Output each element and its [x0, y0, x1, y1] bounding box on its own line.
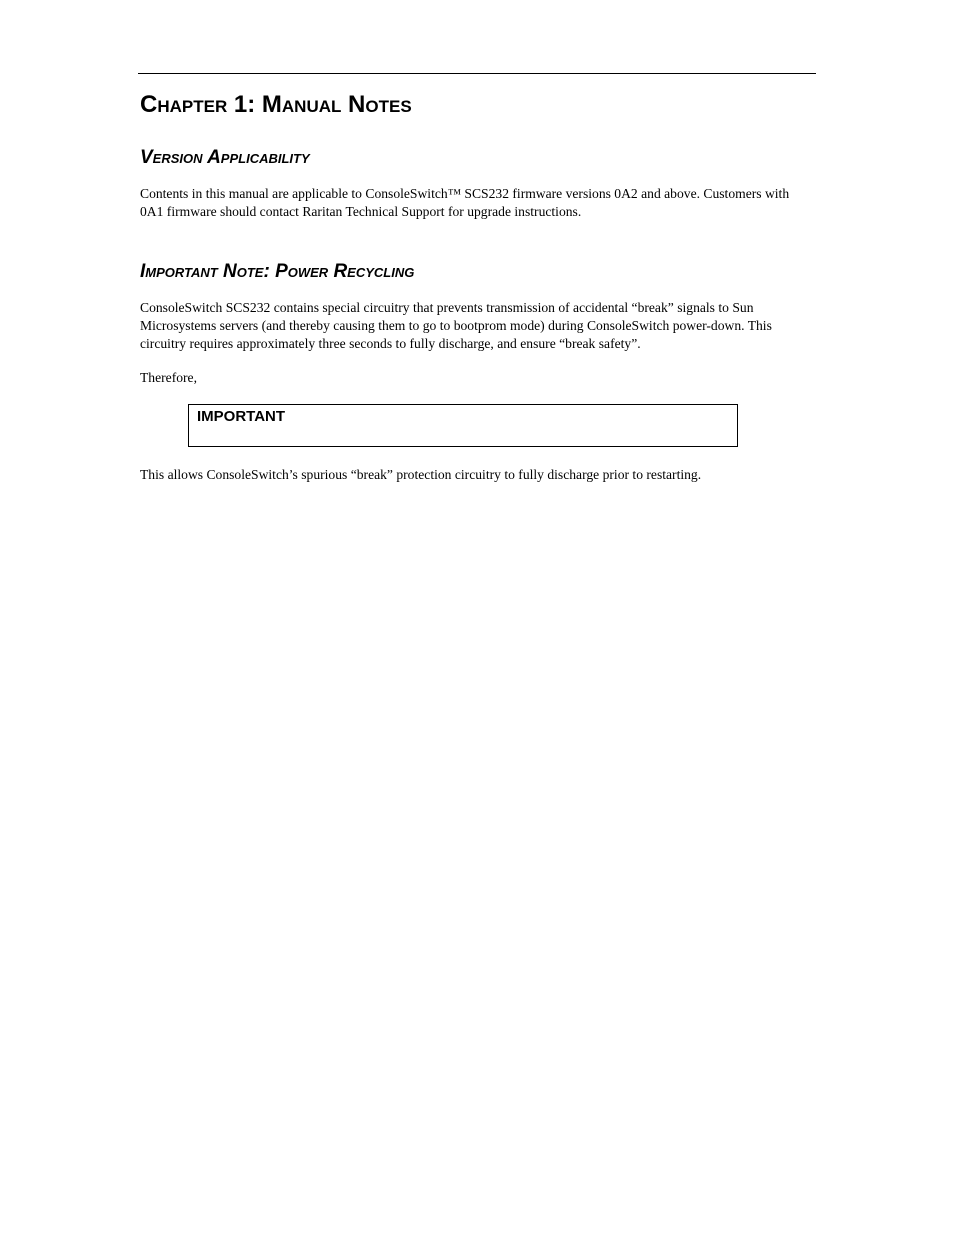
section-heading-version: Version Applicability — [140, 147, 310, 168]
chapter-title: Chapter 1: Manual Notes — [140, 91, 412, 118]
important-callout-label: IMPORTANT — [197, 408, 286, 425]
section-heading-power-recycling: Important Note: Power Recycling — [140, 261, 415, 282]
header-rule — [138, 73, 816, 74]
important-callout-box — [188, 404, 738, 447]
therefore-paragraph: Therefore, — [140, 370, 197, 385]
version-paragraph: Contents in this manual are applicable to ConsoleSwitch™ SCS232 firmware versions 0A2 and above. Customers with 0A1 firmware should contact Raritan Technical Support for upgrade instructions. — [140, 186, 790, 219]
closing-paragraph: This allows ConsoleSwitch’s spurious “break” protection circuitry to fully discharge prior to restarting. — [140, 467, 702, 482]
power-recycling-paragraph: ConsoleSwitch SCS232 contains special circuitry that prevents transmission of accidental “break” signals to Sun Microsystems servers (and thereby causing them to go to bootprom mode) during ConsoleSwitch power-down. This circuitry requires approximately three seconds to fully discharge, and ensure “break safety”. — [140, 300, 772, 351]
